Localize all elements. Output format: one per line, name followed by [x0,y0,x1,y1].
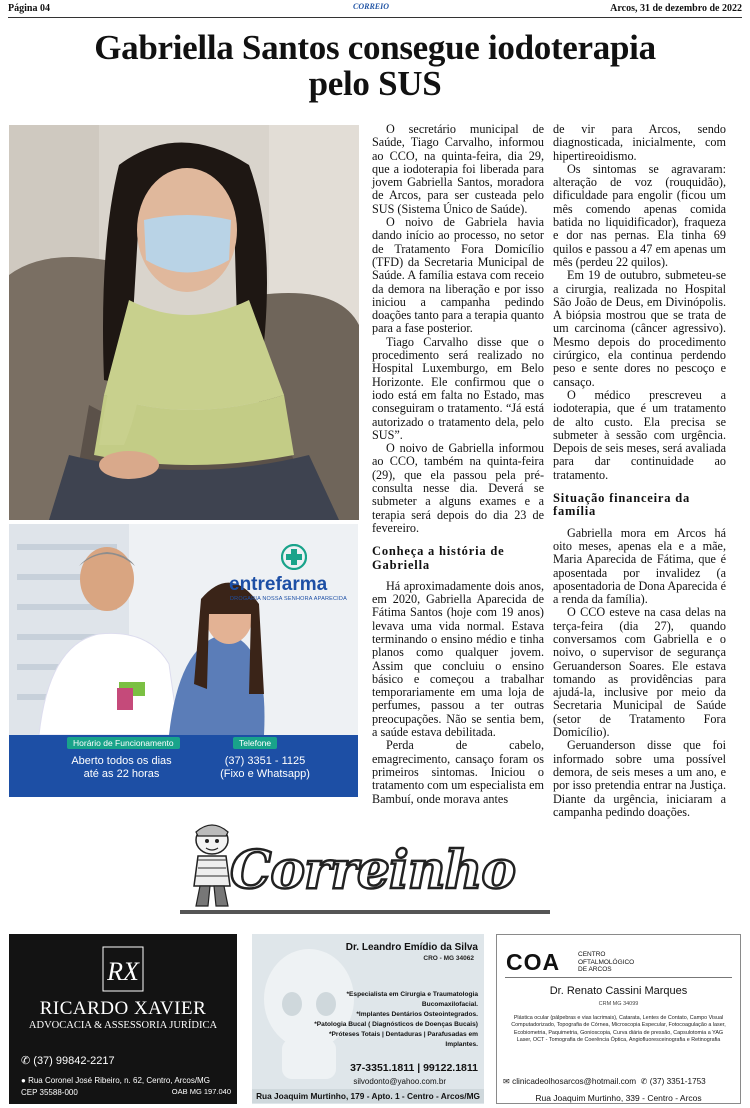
pharmacy-phone[interactable]: (37) 3351 - 1125 [224,755,306,767]
service-item: *Implantes Dentários Osteointegrados. [356,1011,478,1018]
dentist-services [308,990,478,1050]
svg-text:RX: RX [107,957,139,986]
dentist-name: Dr. Leandro Emídio da Silva [345,942,478,953]
correinho-banner [180,820,550,920]
page-header [8,3,742,17]
subheading-history: Conheça a história de Gabriella [372,544,505,572]
photo-illustration [9,125,359,520]
paragraph: Perda de cabelo, emagrecimento, cansaço foram os primeiros sintomas. Iniciou o tratamento com um especialista em Bambuí, onde morava antes [372,738,544,806]
coa-divider [505,977,732,978]
dental-surgeon-ad[interactable] [252,934,484,1104]
entrefarma-brand-sub: DROGARIA NOSSA SENHORA APARECIDA [230,596,347,602]
coa-contact[interactable] [503,1076,706,1086]
subheading-finances: Situação financeira da família [553,491,691,519]
header-divider [8,17,742,18]
paragraph: Gabriella mora em Arcos há oito meses, apenas ela e a mãe, Maria Aparecida de Fátima, que é aposentada por invalidez (a aposentadoria de Dona Aparecida é a renda da família). [553,525,726,607]
coa-email: clinicadeolhosarcos@hotmail.com [512,1077,637,1086]
dentist-cro: CRO - MG 34062 [423,955,474,962]
issue-date: Arcos, 31 de dezembro de 2022 [610,3,742,14]
dentist-email[interactable]: silvodonto@yahoo.com.br [353,1077,446,1086]
paragraph: O secretário municipal de Saúde, Tiago Carvalho, informou ao CCO, na quinta-feira, dia 29, que a iodoterapia foi liberada para jovem Gabriella Santos, moradora de Arcos, para ser custeada pelo SUS (Sistema Único de Saúde). [372,122,544,216]
entrefarma-ad[interactable] [9,524,358,797]
dentist-address: Rua Joaquim Murtinho, 179 - Apto. 1 - Centro - Arcos/MG [252,1089,484,1103]
masthead-logo: CORREIO [353,2,390,11]
ricardo-xavier-ad[interactable] [9,934,237,1104]
coa-services: Plástica ocular (pálpebras e vias lacrimais), Catarata, Lentes de Contato, Campo Visual Computadorizado, Topografia de Córnea, Microscopia Especular, Fotocoagulação a laser, Ecobiometria, Paquimetria, Gonioscopia, Curva diária de pressão, Capsulotomia a YAG Laser, OCT - Tomografia de Coerência Óptica, Angiofluoresceinografia e Retinografia [511,1015,726,1043]
opening-hours: Aberto todos os dias até as 22 horas [71,755,172,780]
lawyer-phone[interactable]: ✆ (37) 99842-2217 [21,1055,115,1067]
paragraph: Os sintomas se agravaram: alteração de voz (rouquidão), dificuldade para engolir (ficou um mês comendo apenas comida batida no liquidificador), fraqueza e dor nas pernas. Ela tinha 69 quilos e passou a 47 em apenas um mês (perdeu 22 quilos). [553,161,726,269]
lawyer-address: ● Rua Coronel José Ribeiro, n. 62, Centro, Arcos/MG CEP 35588-000 [21,1076,210,1097]
coa-doctor-name: Dr. Renato Cassini Marques [549,985,688,997]
rx-monogram-logo [102,946,144,992]
lawyer-cep: CEP 35588-000 [21,1088,78,1097]
correinho-underline [180,910,550,914]
paragraph: O médico prescreveu a iodoterapia, que é um tratamento de alto custo. Ela precisa se submeter à sessão com urgência. Depois de seis meses, será avaliada para dar continuidade ao tratamento. [553,387,726,482]
cross-icon [281,544,307,570]
lawyer-subtitle: ADVOCACIA & ASSESSORIA JURÍDICA [28,1020,218,1031]
lawyer-name: RICARDO XAVIER [39,998,207,1019]
lawyer-oab: OAB MG 197.040 [171,1087,231,1096]
entrefarma-brand: entrefarma [229,574,328,595]
coa-address: Rua Joaquim Murtinho, 339 - Centro - Arcos [535,1093,702,1103]
service-item: *Especialista em Cirurgia e Traumatologia Bucomaxilofacial. [346,991,478,1008]
phone-label: Telefone [233,737,277,749]
coa-phone: (37) 3351-1753 [649,1077,706,1086]
article-column-1 [372,123,544,806]
pharmacy-phone-note: (Fixo e Whatsapp) [220,768,310,780]
dentist-phones[interactable]: 37-3351.1811 | 99122.1811 [350,1062,478,1074]
service-item: *Próteses Totais | Dentaduras | Parafusadas em Implantes. [328,1031,478,1048]
paragraph: Há aproximadamente dois anos, em 2020, Gabriella Aparecida de Fátima Santos (hoje com 19 anos) levava uma vida normal. Estava terminando o ensino médio e tinha planos como qualquer jovem. Assim que concluiu o ensino básico e começou a trabalhar temporariamente em uma loja de perfumes, passou a ter outras preocupações. Não se sentia bem, a saúde estava debilitada. [372,578,544,740]
hours-label: Horário de Funcionamento [67,737,180,749]
location-pin-icon: ● [21,1076,29,1085]
paragraph: Tiago Carvalho disse que o procedimento será realizado no Hospital Luxemburgo, em Belo Horizonte. Ele confirmou que o iodo está em falta no Estado, mas conseguiram o tratamento. “Já está autorizado o tratamento dela, pelo SUS”. [372,334,544,442]
paragraph: Geruanderson disse que foi informado sobre uma possível demora, de seis meses a um ano, e por isso pretendia entrar na Justiça. Diante da urgência, iniciaram a campanha pedindo doações. [553,738,726,819]
paragraph: Em 19 de outubro, submeteu-se a cirurgia, realizada no Hospital São João de Deus, em Divinópolis. A biópsia mostrou que se trata de um carcinoma (câncer agressivo). Mesmo depois do procedimento cirúrgico, ela continua perdendo peso e sente dores no pescoço e cansaço. [553,268,726,389]
paragraph: O CCO esteve na casa delas na terça-feira (dia 27), quando conversamos com Gabriella e o noivo, o supervisor de segurança Geruanderson Soares. Ele estava tomando as providências para ajudá-la, inclusive por meio da Secretaria Municipal de Saúde (setor de Tratamento Fora Domicílio). [553,605,726,740]
mail-icon: ✉ [503,1077,513,1086]
correinho-title: Correinho [230,840,515,901]
paragraph: de vir para Arcos, sendo diagnosticada, inicialmente, com hipertireoidismo. [553,122,726,163]
paragraph: O noivo de Gabriela havia dando início ao processo, no setor de Tratamento Fora Domicílio (TFD) da Secretaria Municipal de Saúde. A família estava com receio da demora na liberação e por isso iniciou a campanha pedindo doações tanto para a terapia quanto para a fase posterior. [372,215,544,336]
coa-logo: COA [506,949,561,975]
coa-full-name: CENTRO OFTALMOLÓGICO DE ARCOS [578,951,635,973]
coa-crm: CRM MG 34099 [598,1001,639,1007]
paragraph: O noivo de Gabriella informou ao CCO, também na quinta-feira (29), que ela passou pela pré-consulta nesse dia. Deverá se submeter a alguns exames e a terapia será depois do dia 23 de fevereiro. [372,441,544,535]
whatsapp-icon: ✆ [21,1055,34,1067]
coa-ophthalmology-ad[interactable] [496,934,741,1104]
article-photo [9,125,359,520]
article-headline: Gabriella Santos consegue iodoterapia pelo SUS [94,28,656,103]
article-column-2 [553,123,726,819]
service-item: *Patologia Bucal ( Diagnósticos de Doenças Bucais) [314,1021,478,1028]
page-number: Página 04 [8,3,50,14]
phone-icon: ✆ [640,1077,650,1086]
